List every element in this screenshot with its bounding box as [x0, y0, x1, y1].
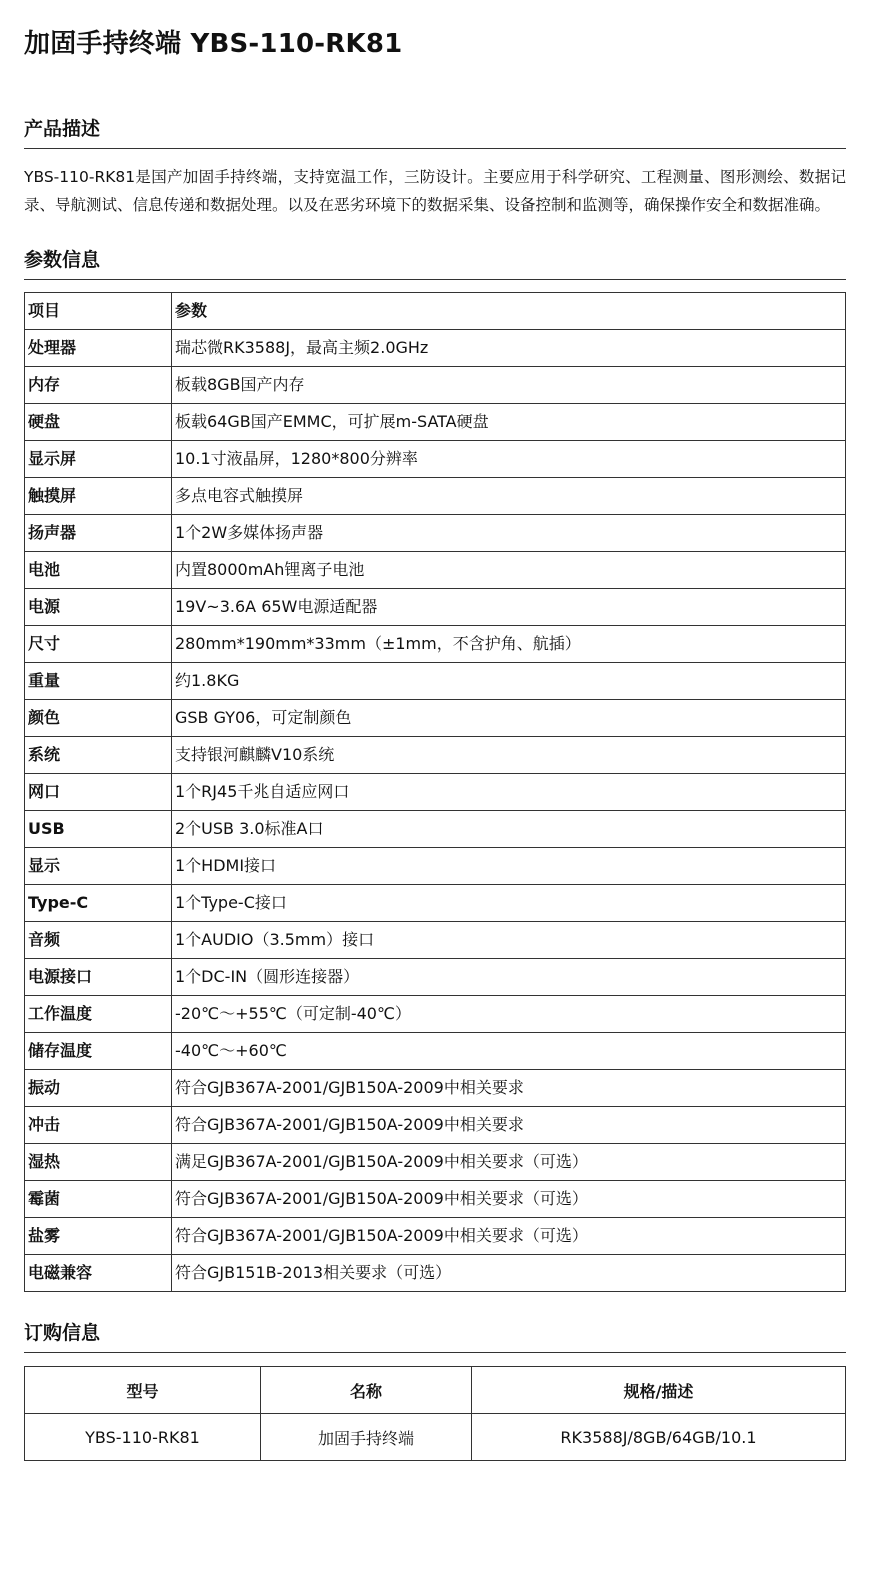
params-row — [25, 626, 846, 663]
params-row — [25, 330, 846, 367]
params-row — [25, 885, 846, 922]
page-title: 加固手持终端 YBS-110-RK81 — [24, 29, 403, 59]
order-header-spec: 规格/描述 — [472, 1367, 846, 1414]
params-item-value: GSB GY06，可定制颜色 — [172, 700, 846, 737]
params-item-label: 电源 — [25, 589, 172, 626]
order-spec-cell: RK3588J/8GB/64GB/10.1 — [472, 1414, 846, 1461]
params-row — [25, 811, 846, 848]
params-item-value: 1个RJ45千兆自适应网口 — [172, 774, 846, 811]
params-item-label: 触摸屏 — [25, 478, 172, 515]
params-heading: 参数信息 — [24, 247, 846, 280]
params-row — [25, 441, 846, 478]
params-item-value: 280mm*190mm*33mm（±1mm，不含护角、航插） — [172, 626, 846, 663]
params-item-value: 符合GJB367A-2001/GJB150A-2009中相关要求（可选） — [172, 1181, 846, 1218]
params-item-value: 1个HDMI接口 — [172, 848, 846, 885]
params-item-value: 1个2W多媒体扬声器 — [172, 515, 846, 552]
params-item-value: 1个Type-C接口 — [172, 885, 846, 922]
params-item-label: 音频 — [25, 922, 172, 959]
params-row — [25, 1033, 846, 1070]
params-item-value: 内置8000mAh锂离子电池 — [172, 552, 846, 589]
params-item-label: 湿热 — [25, 1144, 172, 1181]
params-item-label: 尺寸 — [25, 626, 172, 663]
params-item-label: USB — [25, 811, 172, 848]
description-text: YBS-110-RK81是国产加固手持终端，支持宽温工作，三防设计。主要应用于科学研究、工程测量、图形测绘、数据记录、导航测试、信息传递和数据处理。以及在恶劣环境下的数据采集、设备控制和监测等，确保操作安全和数据准确。 — [24, 168, 846, 214]
params-item-value: 符合GJB151B-2013相关要求（可选） — [172, 1255, 846, 1292]
params-header-value: 参数 — [172, 293, 846, 330]
order-table — [24, 1366, 846, 1461]
params-item-value: 2个USB 3.0标准A口 — [172, 811, 846, 848]
params-row — [25, 589, 846, 626]
params-item-label: 电源接口 — [25, 959, 172, 996]
params-item-value: 1个DC-IN（圆形连接器） — [172, 959, 846, 996]
params-item-label: 工作温度 — [25, 996, 172, 1033]
params-row — [25, 700, 846, 737]
params-item-label: 内存 — [25, 367, 172, 404]
params-item-label: Type-C — [25, 885, 172, 922]
params-item-value: 1个AUDIO（3.5mm）接口 — [172, 922, 846, 959]
order-heading: 订购信息 — [24, 1320, 846, 1353]
params-item-label: 显示 — [25, 848, 172, 885]
params-item-value: 板载8GB国产内存 — [172, 367, 846, 404]
params-item-value: 板载64GB国产EMMC，可扩展m-SATA硬盘 — [172, 404, 846, 441]
params-row — [25, 1181, 846, 1218]
params-row — [25, 922, 846, 959]
params-row — [25, 404, 846, 441]
params-row — [25, 1218, 846, 1255]
params-row — [25, 1107, 846, 1144]
params-row — [25, 478, 846, 515]
params-item-label: 储存温度 — [25, 1033, 172, 1070]
params-row — [25, 848, 846, 885]
params-item-value: 符合GJB367A-2001/GJB150A-2009中相关要求 — [172, 1107, 846, 1144]
params-item-label: 重量 — [25, 663, 172, 700]
params-header-row — [25, 293, 846, 330]
order-header-name: 名称 — [261, 1367, 472, 1414]
params-item-value: 满足GJB367A-2001/GJB150A-2009中相关要求（可选） — [172, 1144, 846, 1181]
params-item-value: 19V~3.6A 65W电源适配器 — [172, 589, 846, 626]
params-item-label: 网口 — [25, 774, 172, 811]
params-row — [25, 774, 846, 811]
order-name-cell: 加固手持终端 — [261, 1414, 472, 1461]
params-item-value: 瑞芯微RK3588J，最高主频2.0GHz — [172, 330, 846, 367]
description-section — [24, 116, 846, 219]
params-item-label: 电池 — [25, 552, 172, 589]
params-item-value: -40℃～+60℃ — [172, 1033, 846, 1070]
order-section — [24, 1320, 846, 1461]
order-model-cell: YBS-110-RK81 — [25, 1414, 261, 1461]
params-header-item: 项目 — [25, 293, 172, 330]
order-header-row — [25, 1367, 846, 1414]
params-item-label: 振动 — [25, 1070, 172, 1107]
params-item-value: 10.1寸液晶屏，1280*800分辨率 — [172, 441, 846, 478]
params-row — [25, 367, 846, 404]
params-item-value: 约1.8KG — [172, 663, 846, 700]
params-item-label: 显示屏 — [25, 441, 172, 478]
params-item-value: -20℃～+55℃（可定制-40℃） — [172, 996, 846, 1033]
params-item-label: 颜色 — [25, 700, 172, 737]
order-row — [25, 1414, 846, 1461]
params-item-label: 霉菌 — [25, 1181, 172, 1218]
params-item-value: 符合GJB367A-2001/GJB150A-2009中相关要求（可选） — [172, 1218, 846, 1255]
params-section — [24, 247, 846, 1292]
description-heading: 产品描述 — [24, 116, 846, 149]
order-header-model: 型号 — [25, 1367, 261, 1414]
params-table — [24, 292, 846, 1292]
params-item-label: 电磁兼容 — [25, 1255, 172, 1292]
params-item-value: 符合GJB367A-2001/GJB150A-2009中相关要求 — [172, 1070, 846, 1107]
params-row — [25, 1255, 846, 1292]
params-item-value: 支持银河麒麟V10系统 — [172, 737, 846, 774]
params-row — [25, 663, 846, 700]
params-row — [25, 996, 846, 1033]
params-row — [25, 959, 846, 996]
params-row — [25, 515, 846, 552]
params-item-value: 多点电容式触摸屏 — [172, 478, 846, 515]
params-item-label: 盐雾 — [25, 1218, 172, 1255]
params-row — [25, 1070, 846, 1107]
params-item-label: 硬盘 — [25, 404, 172, 441]
params-row — [25, 552, 846, 589]
params-row — [25, 1144, 846, 1181]
params-item-label: 处理器 — [25, 330, 172, 367]
params-item-label: 系统 — [25, 737, 172, 774]
params-row — [25, 737, 846, 774]
params-item-label: 扬声器 — [25, 515, 172, 552]
params-item-label: 冲击 — [25, 1107, 172, 1144]
